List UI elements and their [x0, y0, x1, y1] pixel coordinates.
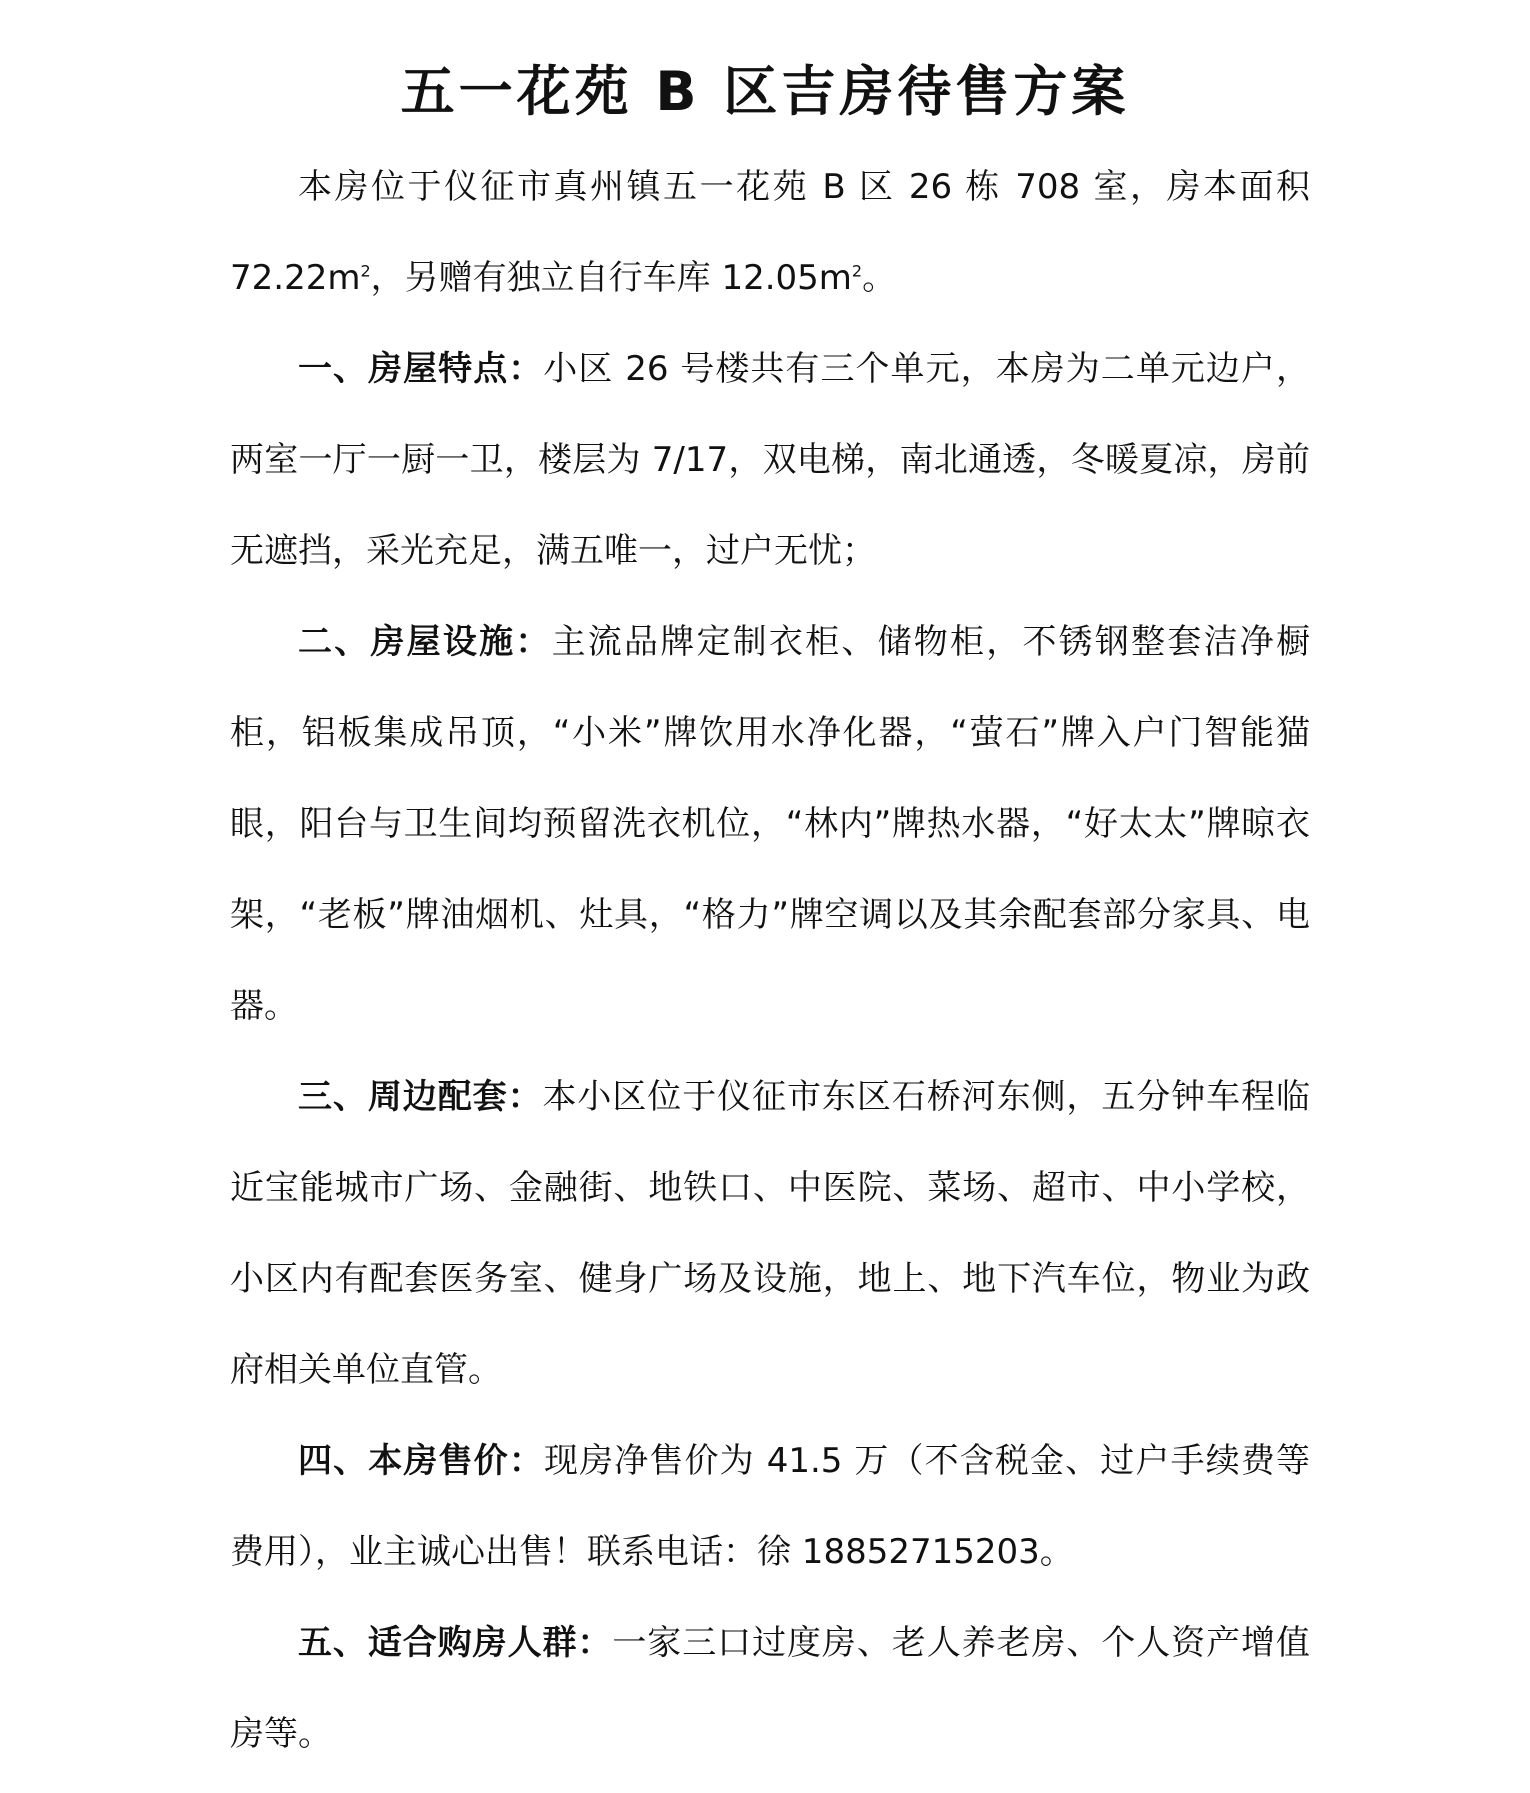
section-label: 五、适合购房人群： [298, 1623, 613, 1663]
garage-unit-superscript: 2 [851, 261, 863, 281]
section-target-buyers [230, 1598, 1310, 1780]
section-price [230, 1416, 1310, 1598]
section-text: 本小区位于仪征市东区石桥河东侧，五分钟车程临近宝能城市广场、金融街、地铁口、中医院、菜场、超市、中小学校，小区内有配套医务室、健身广场及设施，地上、地下汽车位，物业为政府相关单位直管。 [230, 1077, 1310, 1390]
intro-paragraph [230, 142, 1310, 324]
section-label: 一、房屋特点： [298, 349, 544, 389]
section-features [230, 324, 1310, 597]
intro-text-part2: ，另赠有独立自行车库 12.05m [370, 258, 852, 298]
section-text: 现房净售价为 41.5 万（不含税金、过户手续费等费用），业主诚心出售！联系电话：徐 18852715203。 [230, 1441, 1310, 1572]
intro-text-part3: 。 [862, 258, 897, 298]
document-title: 五一花苑 B 区吉房待售方案 [400, 60, 1130, 123]
intro-text-part1: 本房位于仪征市真州镇五一花苑 B 区 26 栋 708 室，房本面积 72.22m [230, 167, 1310, 298]
area-unit-superscript: 2 [360, 261, 371, 281]
section-label: 三、周边配套： [298, 1077, 543, 1117]
section-label: 四、本房售价： [298, 1441, 544, 1481]
section-text: 主流品牌定制衣柜、储物柜，不锈钢整套洁净橱柜，铝板集成吊顶，“小米”牌饮用水净化器，“萤石”牌入户门智能猫眼，阳台与卫生间均预留洗衣机位，“林内”牌热水器，“好太太”牌晾衣架，“老板”牌油烟机、灶具，“格力”牌空调以及其余配套部分家具、电器。 [230, 622, 1311, 1026]
section-facilities [230, 597, 1310, 1052]
section-surroundings [230, 1052, 1310, 1416]
section-text: 小区 26 号楼共有三个单元，本房为二单元边户，两室一厅一厨一卫，楼层为 7/17，双电梯，南北通透，冬暖夏凉，房前无遮挡，采光充足，满五唯一，过户无忧； [230, 349, 1310, 571]
section-text: 一家三口过度房、老人养老房、个人资产增值房等。 [230, 1623, 1311, 1754]
document-body [230, 142, 1310, 1780]
section-label: 二、房屋设施： [298, 622, 552, 662]
